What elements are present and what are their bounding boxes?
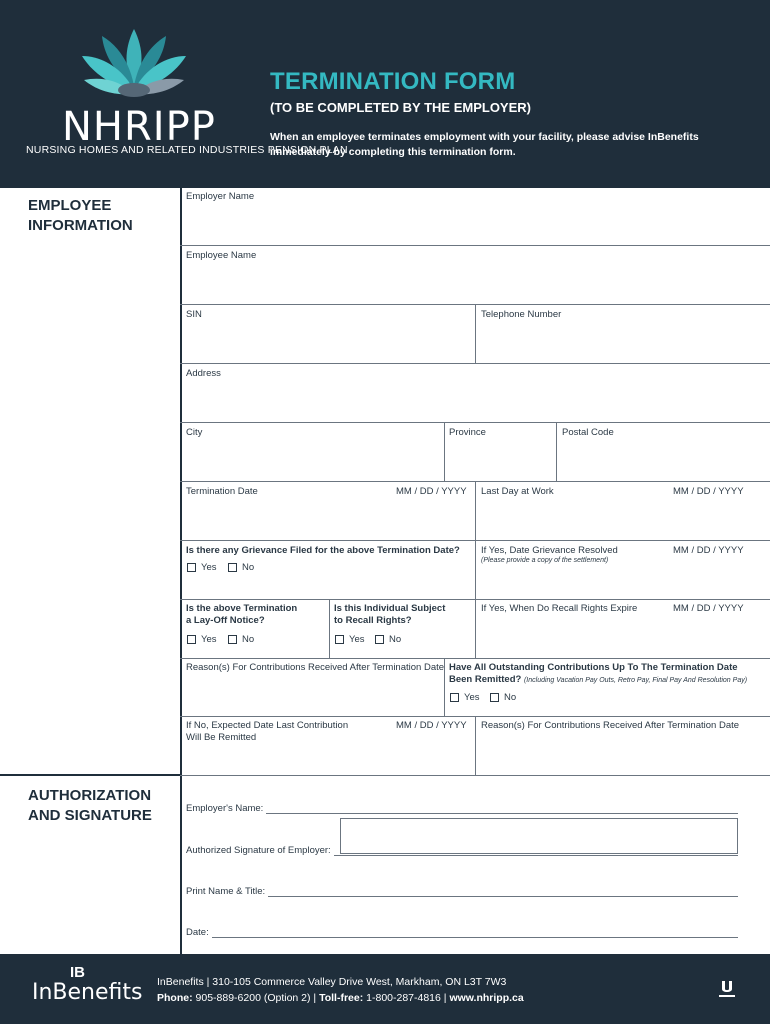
- date-format-hint: MM / DD / YYYY: [673, 545, 744, 556]
- cell-rule: [475, 304, 476, 363]
- outstanding-no-checkbox[interactable]: No: [490, 692, 516, 703]
- date-format-hint: MM / DD / YYYY: [673, 603, 744, 614]
- grievance-question: Is there any Grievance Filed for the above Termination Date?: [186, 545, 460, 556]
- province-field[interactable]: Province: [449, 427, 486, 438]
- form-subtitle: (TO BE COMPLETED BY THE EMPLOYER): [270, 100, 531, 115]
- checkbox-icon: [335, 635, 344, 644]
- termination-date-field[interactable]: Termination Date: [186, 486, 258, 497]
- form-title: TERMINATION FORM: [270, 68, 516, 95]
- grievance-note: (Please provide a copy of the settlement): [481, 557, 609, 564]
- section-authorization: AUTHORIZATION AND SIGNATURE: [28, 787, 152, 824]
- lotus-icon: [74, 24, 194, 114]
- grievance-yes-checkbox[interactable]: Yes: [187, 562, 217, 573]
- employer-name-field[interactable]: Employer Name: [186, 191, 255, 202]
- row-rule: [180, 363, 770, 364]
- form-header: [0, 0, 770, 188]
- date-format-hint: MM / DD / YYYY: [673, 486, 744, 497]
- checkbox-icon: [228, 563, 237, 572]
- section-employee-information: EMPLOYEE INFORMATION: [28, 197, 133, 234]
- checkbox-icon: [228, 635, 237, 644]
- row-rule: [180, 422, 770, 423]
- signature-line[interactable]: Authorized Signature of Employer:: [186, 845, 738, 856]
- checkbox-icon: [490, 693, 499, 702]
- postal-code-field[interactable]: Postal Code: [562, 427, 614, 438]
- outstanding-yes-checkbox[interactable]: Yes: [450, 692, 480, 703]
- inbenefits-mark-icon: IB: [70, 964, 85, 981]
- row-rule: [180, 245, 770, 246]
- employee-name-field[interactable]: Employee Name: [186, 250, 257, 261]
- reasons-contributions-field-2[interactable]: Reason(s) For Contributions Received After Termination Date: [481, 720, 740, 731]
- outstanding-note: (Including Vacation Pay Outs, Retro Pay, Final Pay And Resolution Pay): [523, 677, 748, 684]
- recall-question: Is this Individual Subject to Recall Rights?: [334, 603, 446, 626]
- telephone-field[interactable]: Telephone Number: [481, 309, 562, 320]
- city-field[interactable]: City: [186, 427, 203, 438]
- outstanding-question-text: Have All Outstanding Contributions Up To The Termination Date Been Remitted?: [449, 662, 738, 685]
- section-horizontal-divider: [0, 774, 180, 776]
- checkbox-icon: [450, 693, 459, 702]
- reasons-contributions-field[interactable]: Reason(s) For Contributions Received After Termination Date: [186, 662, 445, 673]
- form-footer: [0, 954, 770, 1024]
- cell-rule: [556, 422, 557, 481]
- checkbox-icon: [187, 635, 196, 644]
- expected-date-field[interactable]: If No, Expected Date Last Contribution Will Be Remitted: [186, 720, 349, 743]
- date-format-hint: MM / DD / YYYY: [396, 720, 467, 731]
- recall-yes-checkbox[interactable]: Yes: [335, 634, 365, 645]
- layoff-question: Is the above Termination a Lay-Off Notice?: [186, 603, 298, 626]
- website-link[interactable]: www.nhripp.ca: [449, 992, 524, 1004]
- inbenefits-wordmark: InBenefits: [32, 980, 143, 1005]
- cell-rule: [444, 658, 445, 716]
- last-day-field[interactable]: Last Day at Work: [481, 486, 554, 497]
- recall-expire-field[interactable]: If Yes, When Do Recall Rights Expire: [481, 603, 638, 614]
- footer-contact: Phone: 905-889-6200 (Option 2) | Toll-free: 1-800-287-4816 | www.nhripp.ca: [157, 992, 524, 1004]
- address-field[interactable]: Address: [186, 368, 221, 379]
- cell-rule: [475, 716, 476, 775]
- nhripp-logo: [24, 24, 348, 164]
- form-intro: When an employee terminates employment with your facility, please advise InBenefits immediately by completing this termination form.: [270, 131, 699, 158]
- cell-rule: [444, 422, 445, 481]
- footer-address: InBenefits | 310-105 Commerce Valley Drive West, Markham, ON L3T 7W3: [157, 976, 507, 988]
- recall-no-checkbox[interactable]: No: [375, 634, 401, 645]
- date-format-hint: MM / DD / YYYY: [396, 486, 467, 497]
- logo-subtitle: NURSING HOMES AND RELATED INDUSTRIES PENSION PLAN: [26, 144, 348, 156]
- section-vertical-divider: [180, 188, 182, 954]
- outstanding-question: [449, 662, 759, 687]
- row-rule: [180, 658, 770, 659]
- date-line[interactable]: Date:: [186, 927, 738, 938]
- cell-rule: [329, 599, 330, 658]
- layoff-yes-checkbox[interactable]: Yes: [187, 634, 217, 645]
- logo-wordmark: NHRIPP: [62, 104, 216, 150]
- row-rule: [180, 775, 770, 776]
- checkbox-icon: [375, 635, 384, 644]
- grievance-no-checkbox[interactable]: No: [228, 562, 254, 573]
- cell-rule: [475, 481, 476, 658]
- grievance-resolved-field[interactable]: If Yes, Date Grievance Resolved: [481, 545, 618, 556]
- sin-field[interactable]: SIN: [186, 309, 202, 320]
- layoff-no-checkbox[interactable]: No: [228, 634, 254, 645]
- print-name-line[interactable]: Print Name & Title:: [186, 886, 738, 897]
- checkbox-icon: [187, 563, 196, 572]
- employer-name-line[interactable]: Employer's Name:: [186, 803, 738, 814]
- union-bug-icon: [716, 978, 738, 1000]
